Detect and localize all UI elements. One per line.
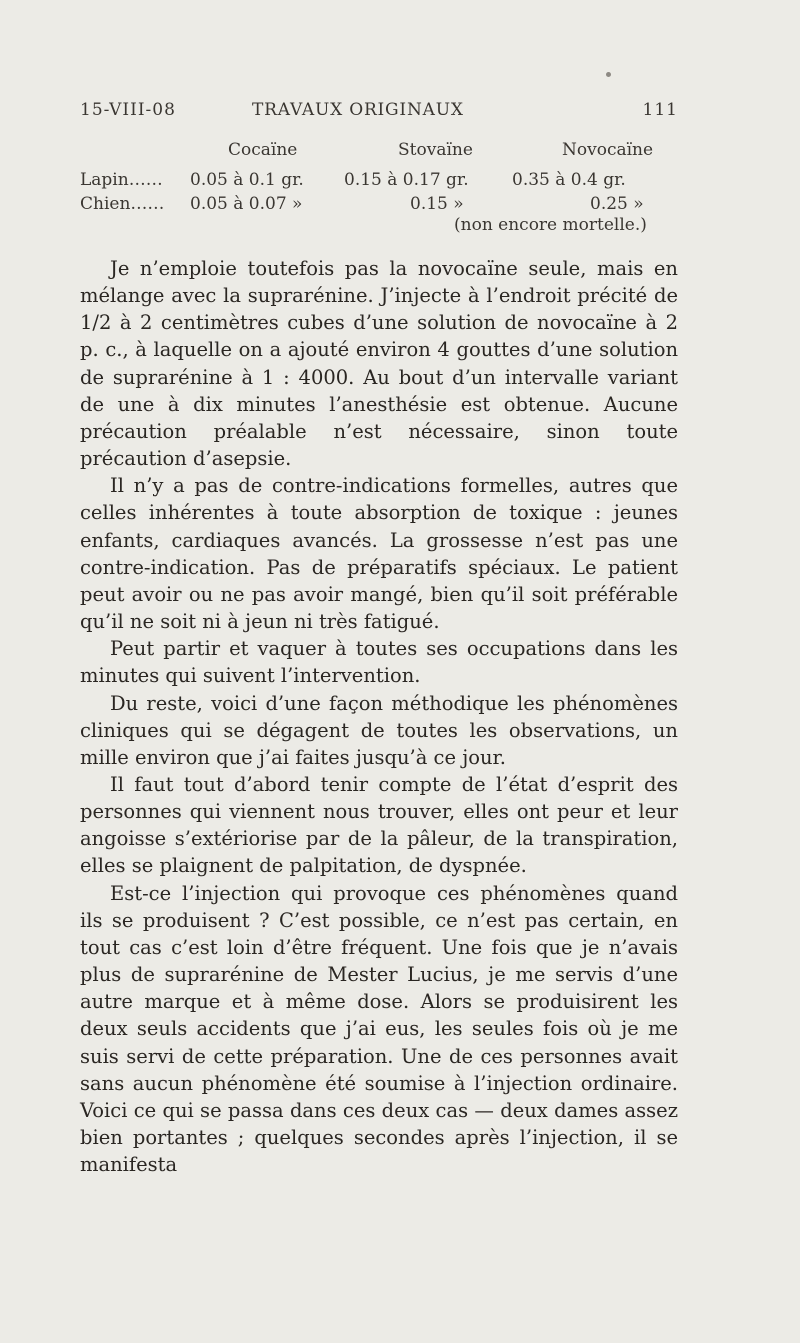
header-page-number: 111 [642,100,678,120]
table-cell: 0.05 à 0.07 » [190,194,303,214]
column-header: Novocaïne [562,140,654,160]
column-header: Stovaïne [398,140,473,160]
row-label: Lapin…… [80,170,163,190]
dosage-table [80,138,680,238]
paragraph: Du reste, voici d’une façon méthodique les phénomènes cliniques qui se dégagent de toutes les observations, un mille environ que j’ai faites jusqu’à ce jour. [80,691,678,769]
print-speck [606,72,611,77]
table-cell: 0.35 à 0.4 gr. [512,170,626,190]
table-cell: 0.25 » [590,194,644,214]
paragraph: Il faut tout d’abord tenir compte de l’état d’esprit des personnes qui viennent nous trouver, elles ont peur et leur angoisse s’extériorise par de la pâleur, de la transpiration, elles se plaignent de palpitation, de dyspnée. [80,772,678,878]
table-cell: 0.05 à 0.1 gr. [190,170,304,190]
header-section-title: TRAVAUX ORIGINAUX [252,100,464,120]
paragraph: Est-ce l’injection qui provoque ces phénomènes quand ils se produisent ? C’est possible, ce n’est pas certain, en tout cas c’est loin d’être fréquent. Une fois que je n’avais plus de suprarénine de Mester Lucius, je me servis d’une autre marque et à même dose. Alors se produisirent les deux seuls accidents que j’ai eus, les seules fois où je me suis servi de cette préparation. Une de ces personnes avait sans aucun phénomène été soumise à l’injection ordinaire. Voici ce qui se passa dans ces deux cas — deux dames assez bien portantes ; quelques secondes après l’injection, il se manifesta [80,881,678,1177]
body-text [80,255,678,1178]
header-issue-date: 15-VIII-08 [80,100,176,120]
table-note: (non encore mortelle.) [454,215,647,235]
column-header: Cocaïne [228,140,298,160]
table-cell: 0.15 » [410,194,464,214]
running-header [80,100,678,126]
paragraph: Je n’emploie toutefois pas la novocaïne seule, mais en mélange avec la suprarénine. J’injecte à l’endroit précité de 1/2 à 2 centimètres cubes d’une solution de novocaïne à 2 p. c., à laquelle on a ajouté environ 4 gouttes d’une solution de suprarénine à 1 : 4000. Au bout d’un intervalle variant de une à dix minutes l’anesthésie est obtenue. Aucune précaution préalable n’est nécessaire, sinon toute précaution d’asepsie. [80,257,678,471]
paragraph: Peut partir et vaquer à toutes ses occupations dans les minutes qui suivent l’intervention. [80,637,678,688]
row-label: Chien…… [80,194,165,214]
table-cell: 0.15 à 0.17 gr. [344,170,469,190]
paragraph: Il n’y a pas de contre-indications formelles, autres que celles inhérentes à toute absorption de toxique : jeunes enfants, cardiaques avancés. La grossesse n’est pas une contre-indication. Pas de préparatifs spéciaux. Le patient peut avoir ou ne pas avoir mangé, bien qu’il soit préférable qu’il ne soit ni à jeun ni très fatigué. [80,474,678,634]
